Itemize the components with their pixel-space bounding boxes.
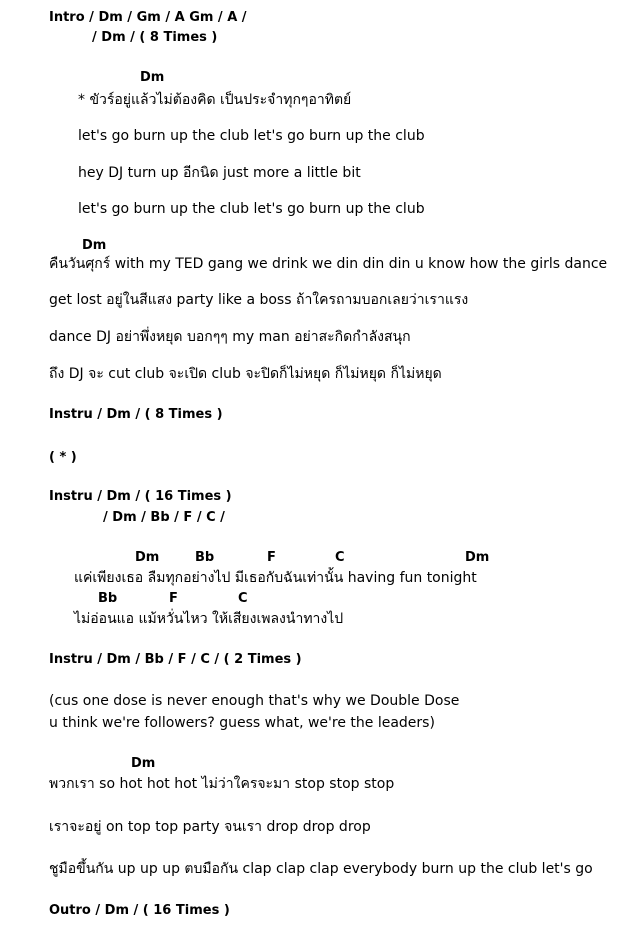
chord-label: Dm bbox=[131, 756, 156, 771]
lyric-line: let's go burn up the club let's go burn up the club bbox=[78, 201, 425, 217]
chord-label: C bbox=[238, 591, 248, 606]
lyric-line: let's go burn up the club let's go burn up the club bbox=[78, 128, 425, 144]
intro-line-cont: / Dm / ( 8 Times ) bbox=[92, 30, 218, 45]
chord-label: C bbox=[335, 550, 345, 565]
lyric-line: ถึง DJ จะ cut club จะเปิด club จะปิดก็ไม่หยุด ก็ไม่หยุด ก็ไม่หยุด bbox=[49, 366, 442, 382]
chord-label: Dm bbox=[135, 550, 160, 565]
chord-label: Bb bbox=[98, 591, 118, 606]
section-label-cont: / Dm / Bb / F / C / bbox=[103, 510, 225, 525]
section-label: Outro / Dm / ( 16 Times ) bbox=[49, 903, 230, 918]
lyric-line: ชูมือขึ้นกัน up up up ตบมือกัน clap clap clap everybody burn up the club let's go bbox=[49, 861, 593, 877]
chord-label: F bbox=[169, 591, 178, 606]
repeat-marker: ( * ) bbox=[49, 450, 77, 465]
section-label: Instru / Dm / Bb / F / C / ( 2 Times ) bbox=[49, 652, 302, 667]
section-label: Instru / Dm / ( 8 Times ) bbox=[49, 407, 223, 422]
chord-label: Bb bbox=[195, 550, 215, 565]
lyric-line: get lost อยู่ในสีแสง party like a boss ถ้าใครถามบอกเลยว่าเราแรง bbox=[49, 292, 469, 308]
lyric-line: แค่เพียงเธอ ลืมทุกอย่างไป มีเธอกับฉันเท่านั้น having fun tonight bbox=[74, 570, 477, 586]
lyric-line: พวกเรา so hot hot hot ไม่ว่าใครจะมา stop stop stop bbox=[49, 776, 395, 792]
chord-label: F bbox=[267, 550, 276, 565]
lyric-line: (cus one dose is never enough that's why we Double Dose bbox=[49, 693, 460, 709]
lyric-line: คืนวันศุกร์ with my TED gang we drink we din din din u know how the girls dance bbox=[49, 256, 608, 272]
section-label: Instru / Dm / ( 16 Times ) bbox=[49, 489, 232, 504]
chord-label: Dm bbox=[140, 70, 165, 85]
lyric-line: u think we're followers? guess what, we're the leaders) bbox=[49, 715, 435, 731]
lyric-line: hey DJ turn up อีกนิด just more a little bit bbox=[78, 165, 361, 181]
intro-line: Intro / Dm / Gm / A Gm / A / bbox=[49, 10, 247, 25]
chord-label: Dm bbox=[465, 550, 490, 565]
lyric-line: ไม่อ่อนแอ แม้หวั่นไหว ให้เสียงเพลงนำทางไป bbox=[74, 611, 344, 627]
lyric-line: dance DJ อย่าพึ่งหยุด บอกๆๆ my man อย่าสะกิดกำลังสนุก bbox=[49, 329, 411, 345]
chord-label: Dm bbox=[82, 238, 107, 253]
lyric-line: * ขัวร์อยู่แล้วไม่ต้องคิด เป็นประจำทุกๆอาทิตย์ bbox=[78, 92, 352, 108]
lyric-line: เราจะอยู่ on top top party จนเรา drop drop drop bbox=[49, 819, 371, 835]
